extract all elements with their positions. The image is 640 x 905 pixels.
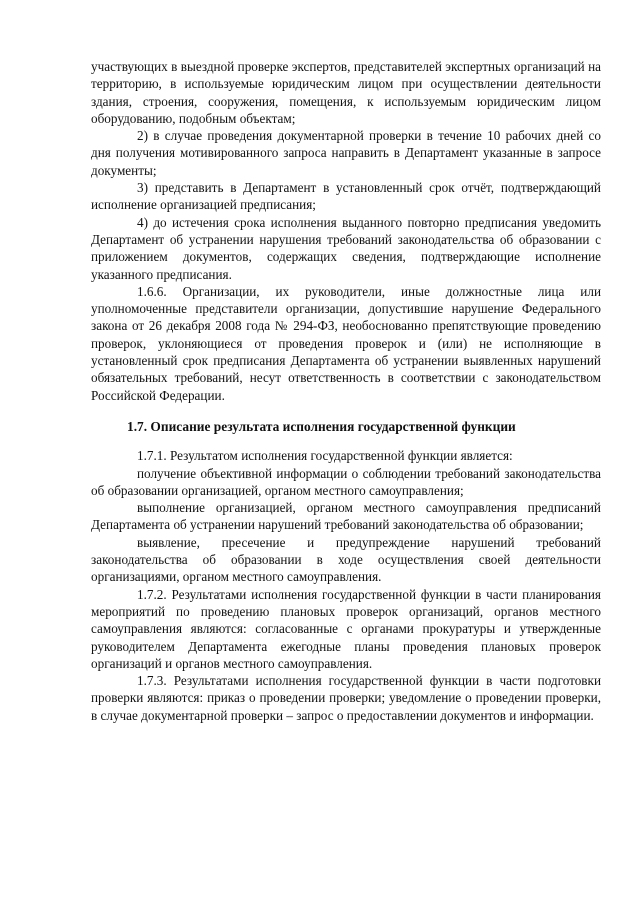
paragraph-1-7-2: 1.7.2. Результатами исполнения государственной функции в части планирования мероприятий по проведению плановых проверок организаций, органов местного самоуправления являются: согласованные с органами прокуратуры и утвержденные руководителем Департамента ежегодные планы проведения плановых проверок организаций и органов местного самоуправления. — [91, 586, 601, 671]
paragraph-result-compliance: выполнение организацией, органом местного самоуправления предписаний Департамента об устранении нарушений требований законодательства об образовании; — [91, 500, 601, 533]
paragraph-item-4: 4) до истечения срока исполнения выданного повторно предписания уведомить Департамент об устранении нарушения требований законодательства об образовании с приложением документов, содержащих сведения, подтверждающие исполнение указанного предписания. — [91, 214, 601, 282]
paragraph-result-prevention: выявление, пресечение и предупреждение нарушений требований законодательства об образовании в ходе осуществления своей деятельности организациями, органом местного самоуправления. — [91, 534, 601, 585]
section-top — [91, 58, 601, 404]
paragraph-1-7-1: 1.7.1. Результатом исполнения государственной функции является: — [137, 448, 513, 464]
paragraph-result-info: получение объективной информации о соблюдении требований законодательства об образовании организацией, органом местного самоуправления; — [91, 465, 601, 498]
paragraph-1-6-6: 1.6.6. Организации, их руководители, иные должностные лица или уполномоченные представители организации, допустившие нарушение Федерального закона от 26 декабря 2008 года № 294-ФЗ, необоснованно препятствующие проведению проверок, уклоняющиеся от проведения проверок и (или) не исполняющие в установленный срок предписания Департамента об устранении выявленных нарушений обязательных требований, несут ответственность в соответствии с законодательством Российской Федерации. — [91, 283, 601, 403]
paragraph-1-7-3: 1.7.3. Результатами исполнения государственной функции в части подготовки проверки являются: приказ о проведении проверки; уведомление о проведении проверки, в случае документарной проверки – запрос о предоставлении документов и информации. — [91, 673, 601, 723]
section-heading-1-7: 1.7. Описание результата исполнения государственной функции — [127, 418, 516, 434]
document-page — [91, 58, 601, 724]
paragraph-participants: участвующих в выездной проверке экспертов, представителей экспертных организаций на территорию, в используемые юридическим лицом при осуществлении деятельности здания, строения, сооружения, помещения, к используемым юридическим лицом оборудованию, подобным объектам; — [91, 59, 601, 126]
section-bottom — [91, 447, 601, 724]
paragraph-item-3: 3) представить в Департамент в установленный срок отчёт, подтверждающий исполнение организацией предписания; — [91, 180, 601, 213]
paragraph-item-2: 2) в случае проведения документарной проверки в течение 10 рабочих дней со дня получения мотивированного запроса направить в Департамент указанные в запросе документы; — [91, 128, 601, 178]
